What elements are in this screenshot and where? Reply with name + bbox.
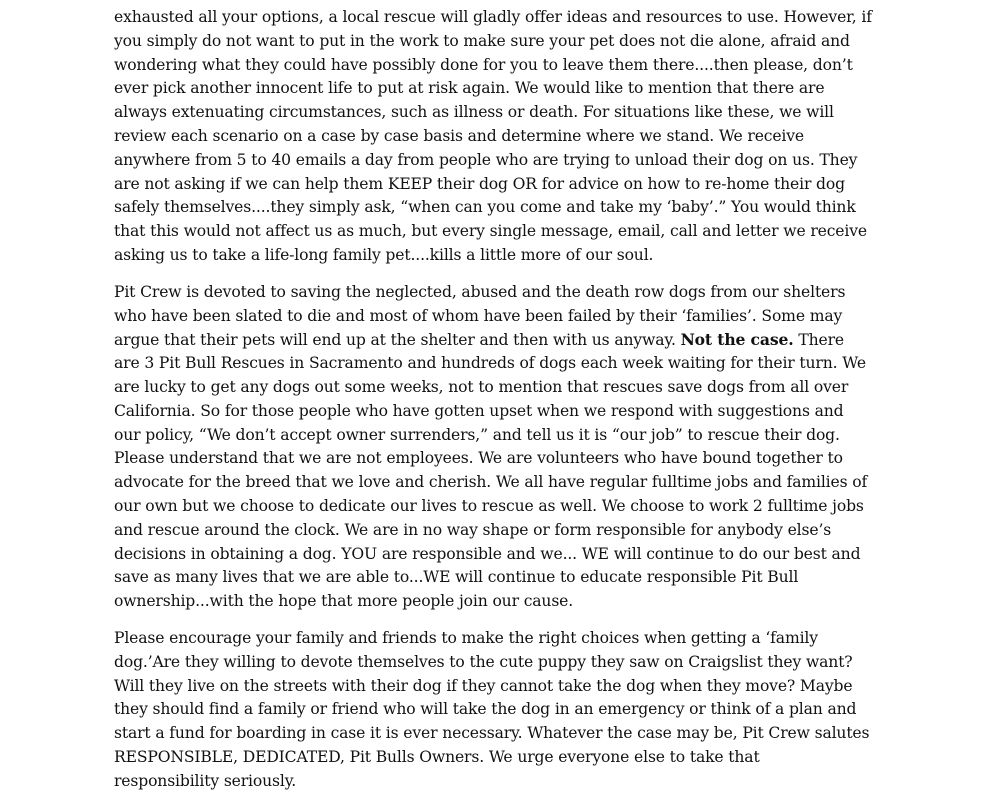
text-line: our own but we choose to dedicate our lives to rescue as well. We choose to work 2 fulltime jobs [114,496,864,515]
text-line: responsibility seriously. [114,771,297,790]
paragraph-owner-responsibility [114,6,904,268]
text-run: argue that their pets will end up at the shelter and then with us anyway. [114,331,681,350]
text-line: that this would not affect us as much, but every single message, email, call and letter we receive [114,222,867,241]
text-line: and rescue around the clock. We are in no way shape or form responsible for anybody else’s [114,520,832,539]
text-line: anywhere from 5 to 40 emails a day from people who are trying to unload their dog on us. They [114,150,858,169]
text-line: are not asking if we can help them KEEP their dog OR for advice on how to re-home their dog [114,174,845,193]
text-line: our policy, “We don’t accept owner surrenders,” and tell us it is “our job” to rescue their dog. [114,425,840,444]
text-line: they should find a family or friend who will take the dog in an emergency or think of a plan and [114,700,857,719]
text-line: asking us to take a life-long family pet....kills a little more of our soul. [114,245,654,264]
text-line: wondering what they could have possibly done for you to leave them there....then please, don’t [114,55,853,74]
text-line: ever pick another innocent life to put at risk again. We would like to mention that there are [114,79,825,98]
text-line: always extenuating circumstances, such as illness or death. For situations like these, we will [114,103,834,122]
text-line: exhausted all your options, a local rescue will gladly offer ideas and resources to use. However, if [114,8,872,26]
text-line: decisions in obtaining a dog. YOU are responsible and we... WE will continue to do our best and [114,544,861,563]
text-line: safely themselves....they simply ask, “when can you come and take my ‘baby’.” You would think [114,198,856,217]
text-line: who have been slated to die and most of whom have been failed by their ‘families’. Some may [114,306,843,325]
paragraph-pit-crew-mission [114,281,904,614]
text-line: ownership...with the hope that more people join our cause. [114,592,574,611]
emphasis-not-the-case: Not the case. [680,330,794,350]
text-line: dog.’Are they willing to devote themselves to the cute puppy they saw on Craigslist they want? [114,652,853,671]
text-run: There [793,331,844,350]
text-line: Pit Crew is devoted to saving the neglected, abused and the death row dogs from our shelters [114,282,846,301]
text-line: are lucky to get any dogs out some weeks, not to mention that rescues save dogs from all over [114,377,849,396]
text-line: Will they live on the streets with their dog if they cannot take the dog when they move? Maybe [114,676,853,695]
text-line: you simply do not want to put in the work to make sure your pet does not die alone, afraid and [114,31,850,50]
text-line: review each scenario on a case by case basis and determine where we stand. We receive [114,126,805,145]
text-line: California. So for those people who have gotten upset when we respond with suggestions and [114,401,844,420]
text-line: start a fund for boarding in case it is ever necessary. Whatever the case may be, Pit Crew salutes [114,724,870,743]
text-line-with-emphasis [114,328,904,352]
paragraph-encourage-family [114,627,904,794]
text-line: advocate for the breed that we love and cherish. We all have regular fulltime jobs and families of [114,473,868,492]
text-line: Please understand that we are not employees. We are volunteers who have bound together to [114,449,843,468]
document-page [114,6,904,794]
text-line: RESPONSIBLE, DEDICATED, Pit Bulls Owners. We urge everyone else to take that [114,747,760,766]
text-line: Please encourage your family and friends to make the right choices when getting a ‘family [114,628,818,647]
text-line: save as many lives that we are able to...WE will continue to educate responsible Pit Bull [114,568,799,587]
text-line: are 3 Pit Bull Rescues in Sacramento and hundreds of dogs each week waiting for their turn. We [114,354,866,373]
